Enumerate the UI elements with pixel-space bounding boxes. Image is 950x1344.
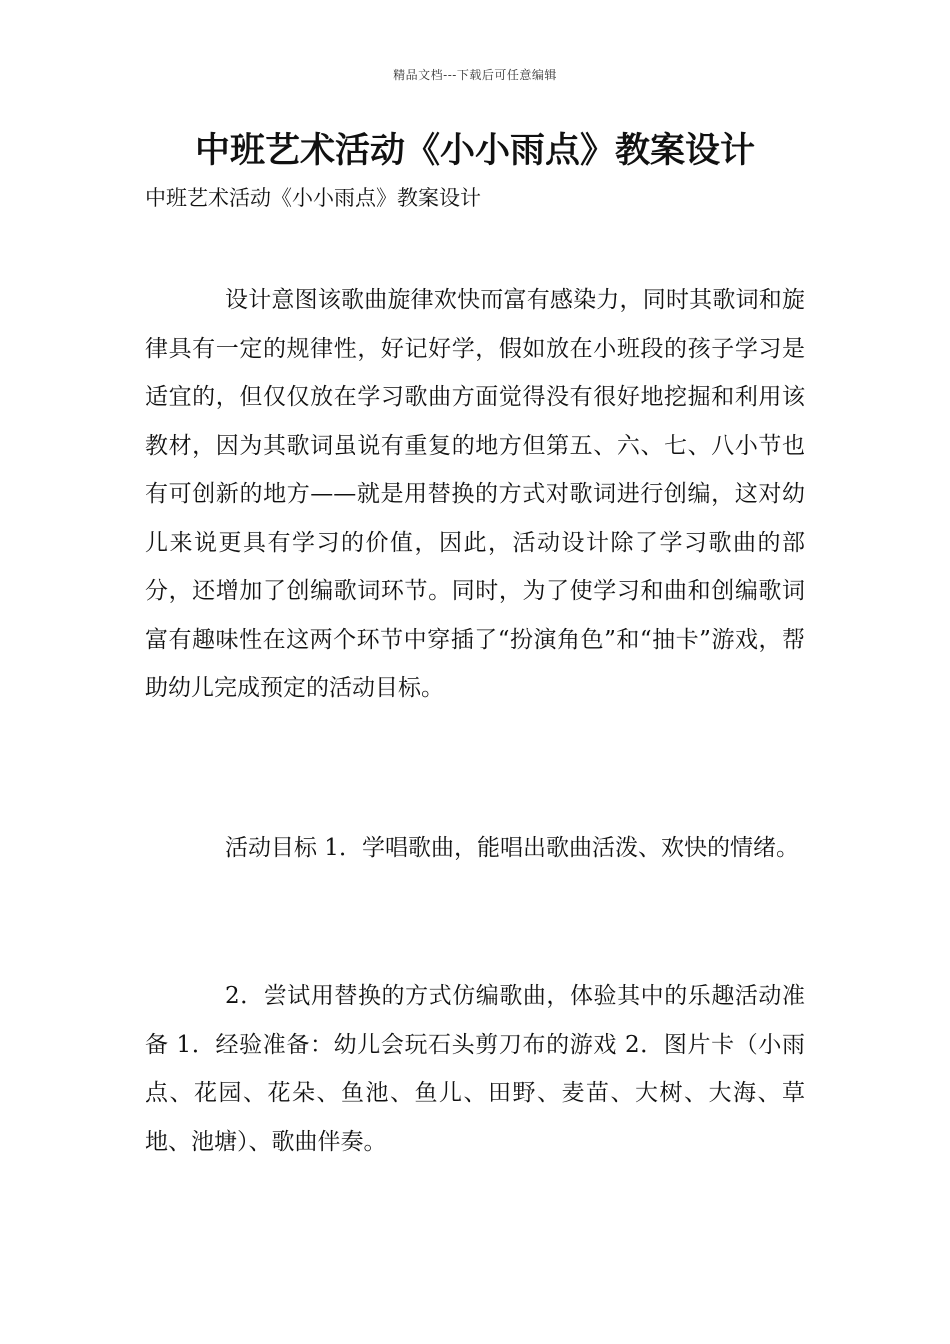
document-title: 中班艺术活动《小小雨点》教案设计 [194, 131, 755, 171]
paragraph-design-intent: 设计意图该歌曲旋律欢快而富有感染力，同时其歌词和旋律具有一定的规律性，好记好学，假如放在小班段的孩子学习是适宜的，但仅仅放在学习歌曲方面觉得没有很好地挖掘和利用该教材，因为其歌词虽说有重复的地方但第五、六、七、八小节也有可创新的地方——就是用替换的方式对歌词进行创编，这对幼儿来说更具有学习的价值，因此，活动设计除了学习歌曲的部分，还增加了创编歌词环节。同时，为了使学习和曲和创编歌词富有趣味性在这两个环节中穿插了“扮演角色”和“抽卡”游戏，帮助幼儿完成预定的活动目标。 [145, 287, 805, 701]
header-note: 精品文档---下载后可任意编辑 [393, 68, 557, 82]
paragraph-activity-goal-1: 活动目标 1．学唱歌曲，能唱出歌曲活泼、欢快的情绪。 [225, 835, 799, 861]
paragraph-activity-goal-2: 2．尝试用替换的方式仿编歌曲，体验其中的乐趣活动准备 1．经验准备：幼儿会玩石头剪刀布的游戏 2．图片卡（小雨点、花园、花朵、鱼池、鱼儿、田野、麦苗、大树、大海、草地、池塘）、歌曲伴奏。 [145, 983, 805, 1155]
document-subtitle: 中班艺术活动《小小雨点》教案设计 [145, 186, 481, 210]
